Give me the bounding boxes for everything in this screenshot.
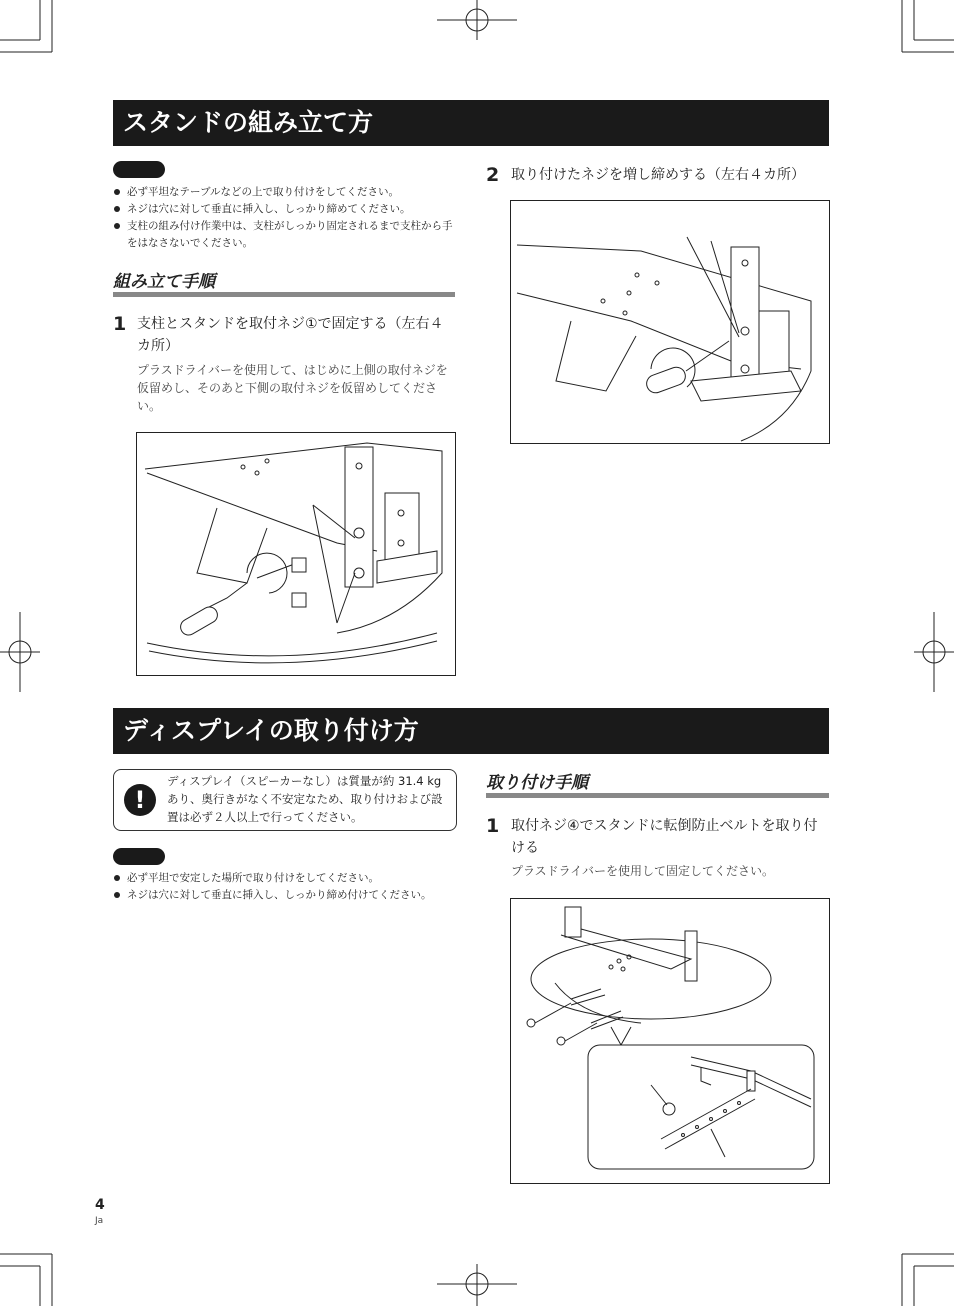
figure-step2-tighten-screws (510, 200, 830, 444)
step-text: 取付ネジ④でスタンドに転倒防止ベルトを取り付ける (511, 818, 818, 856)
step-detail: プラスドライバーを使用して固定してください。 (511, 864, 775, 878)
note-badge (113, 848, 165, 865)
note-item: 必ず平坦で安定した場所で取り付けをしてください。 (113, 870, 472, 887)
step-number: 1 (486, 815, 500, 837)
page-number: 4 (95, 1197, 105, 1213)
section-title-display-mounting: ディスプレイの取り付け方 (113, 708, 829, 754)
subheading-rule (486, 793, 829, 798)
language-code: Ja (95, 1216, 104, 1226)
note-badge (113, 161, 165, 178)
section-title-stand-assembly: スタンドの組み立て方 (113, 100, 829, 146)
step-number: 1 (113, 313, 127, 335)
step-text: 取り付けたネジを増し締めする（左右４カ所） (511, 167, 805, 183)
step-number: 2 (486, 164, 500, 186)
note-item: 支柱の組み付け作業中は、支柱がしっかり固定されるまで支柱から手をはなさないでください。 (113, 218, 457, 251)
note-item: ネジは穴に対して垂直に挿入し、しっかり締め付けてください。 (113, 887, 472, 904)
step-detail: プラスドライバーを使用して、はじめに上側の取付ネジを仮留めし、そのあと下側の取付ネジを仮留めしてください。 (137, 363, 448, 413)
note-item: 必ず平坦なテーブルなどの上で取り付けをしてください。 (113, 184, 472, 201)
stand-illustration (137, 433, 455, 675)
step-text: 支柱とスタンドを取付ネジ①で固定する（左右４カ所） (137, 316, 444, 354)
note-item: ネジは穴に対して垂直に挿入し、しっかり締めてください。 (113, 201, 472, 218)
warning-box (113, 769, 457, 831)
warning-text: ディスプレイ（スピーカーなし）は質量が約 31.4 kg あり、奥行きがなく不安定なため、取り付けおよび設置は必ず２人以上で行ってください。 (167, 774, 443, 824)
figure-step1-stand-screws (136, 432, 456, 676)
subheading-mounting-steps: 取り付け手順 (486, 773, 588, 793)
belt-illustration (511, 899, 829, 1183)
subheading-assembly-steps: 組み立て手順 (113, 272, 215, 292)
exclamation-icon: ! (124, 784, 156, 816)
subheading-rule (113, 292, 455, 297)
tighten-illustration (511, 201, 829, 443)
figure-belt-attachment (510, 898, 830, 1184)
